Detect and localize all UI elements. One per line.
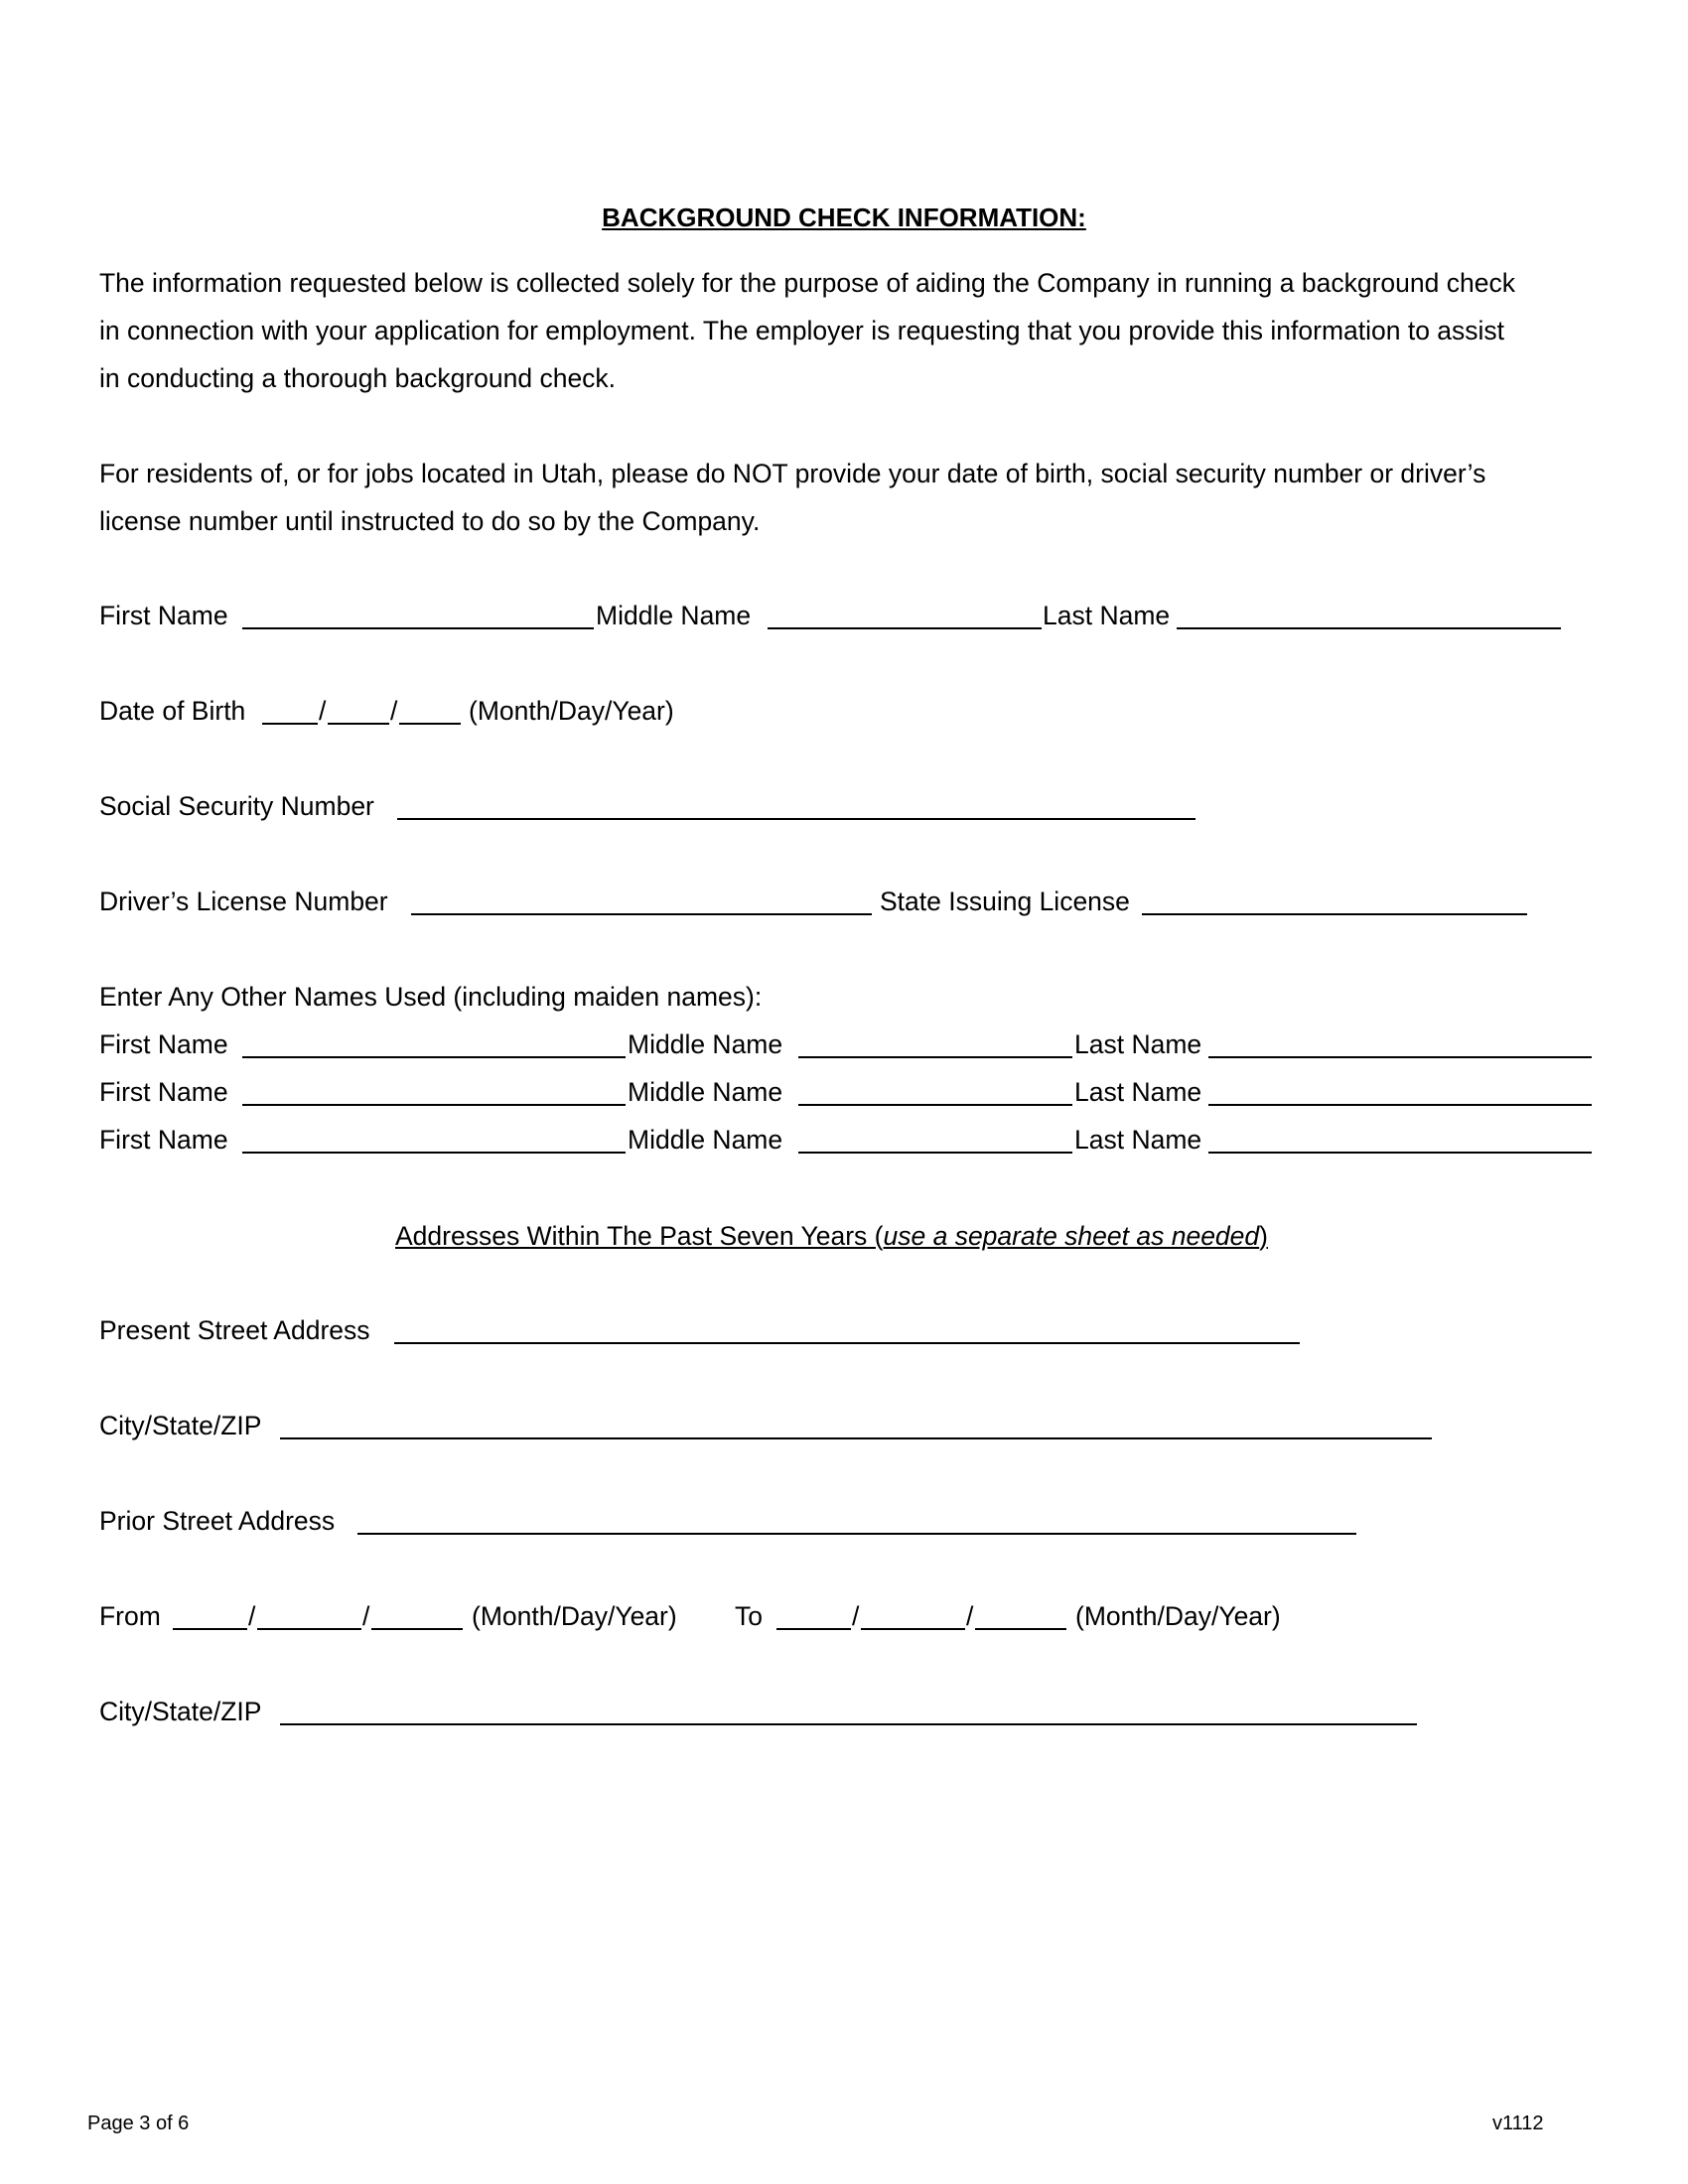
state-issuing-field[interactable] <box>1142 887 1527 915</box>
ssn-field[interactable] <box>397 792 1196 820</box>
other-first-name-field-2[interactable] <box>242 1078 626 1106</box>
other-first-name-label-2: First Name <box>99 1077 228 1107</box>
intro-line-1: The information requested below is collected solely for the purpose of aiding the Company in running a background check <box>99 268 1515 298</box>
other-first-name-field-3[interactable] <box>242 1126 626 1154</box>
dob-month-field[interactable] <box>262 697 318 725</box>
other-middle-name-label-1: Middle Name <box>628 1029 783 1059</box>
ssn-label: Social Security Number <box>99 791 374 821</box>
dob-format-hint: (Month/Day/Year) <box>469 696 674 726</box>
page-title: BACKGROUND CHECK INFORMATION: <box>602 203 1086 232</box>
other-last-name-label-3: Last Name <box>1074 1125 1202 1155</box>
to-format-hint: (Month/Day/Year) <box>1075 1601 1281 1631</box>
addresses-heading-main: Addresses Within The Past Seven Years ( <box>395 1221 884 1251</box>
dob-label: Date of Birth <box>99 696 246 726</box>
utah-notice-line-2: license number until instructed to do so by the Company. <box>99 506 761 536</box>
to-year-field[interactable] <box>975 1602 1066 1630</box>
present-street-label: Present Street Address <box>99 1315 370 1345</box>
utah-notice <box>99 450 1609 545</box>
other-first-name-label-1: First Name <box>99 1029 228 1059</box>
to-slash-2: / <box>966 1601 974 1631</box>
utah-notice-line-1: For residents of, or for jobs located in Utah, please do NOT provide your date of birth, social security number or driver’s <box>99 459 1486 488</box>
from-slash-1: / <box>248 1601 256 1631</box>
last-name-label: Last Name <box>1043 601 1171 630</box>
from-year-field[interactable] <box>371 1602 463 1630</box>
from-slash-2: / <box>362 1601 370 1631</box>
addresses-heading <box>0 1221 1663 1252</box>
other-last-name-label-2: Last Name <box>1074 1077 1202 1107</box>
other-middle-name-field-1[interactable] <box>798 1030 1072 1058</box>
drivers-license-label: Driver’s License Number <box>99 887 388 916</box>
to-day-field[interactable] <box>861 1602 965 1630</box>
other-first-name-field-1[interactable] <box>242 1030 626 1058</box>
other-middle-name-field-2[interactable] <box>798 1078 1072 1106</box>
other-last-name-field-3[interactable] <box>1208 1126 1592 1154</box>
dob-slash-1: / <box>319 696 327 726</box>
from-day-field[interactable] <box>257 1602 361 1630</box>
prior-city-label: City/State/ZIP <box>99 1697 262 1726</box>
dob-year-field[interactable] <box>399 697 461 725</box>
to-label: To <box>735 1601 763 1631</box>
version-label: v1112 <box>1492 2113 1544 2134</box>
intro-line-2: in connection with your application for employment. The employer is requesting that you provide this information to assist <box>99 316 1505 345</box>
other-last-name-field-1[interactable] <box>1208 1030 1592 1058</box>
prior-street-label: Prior Street Address <box>99 1506 336 1536</box>
from-month-field[interactable] <box>173 1602 247 1630</box>
addresses-heading-close: ) <box>1259 1221 1268 1251</box>
intro-line-3: in conducting a thorough background check. <box>99 363 617 393</box>
prior-city-field[interactable] <box>280 1698 1417 1725</box>
first-name-field[interactable] <box>242 602 594 629</box>
last-name-field[interactable] <box>1177 602 1561 629</box>
addresses-heading-note: use a separate sheet as needed <box>883 1221 1260 1251</box>
dob-slash-2: / <box>390 696 398 726</box>
middle-name-field[interactable] <box>768 602 1042 629</box>
other-middle-name-label-3: Middle Name <box>628 1125 783 1155</box>
state-issuing-label: State Issuing License <box>880 887 1130 916</box>
intro-paragraph <box>99 259 1609 402</box>
present-street-field[interactable] <box>394 1316 1300 1344</box>
other-last-name-field-2[interactable] <box>1208 1078 1592 1106</box>
middle-name-label: Middle Name <box>596 601 752 630</box>
to-slash-1: / <box>852 1601 860 1631</box>
to-month-field[interactable] <box>776 1602 851 1630</box>
other-middle-name-label-2: Middle Name <box>628 1077 783 1107</box>
other-names-heading: Enter Any Other Names Used (including maiden names): <box>99 982 763 1012</box>
other-last-name-label-1: Last Name <box>1074 1029 1202 1059</box>
from-label: From <box>99 1601 161 1631</box>
from-format-hint: (Month/Day/Year) <box>472 1601 677 1631</box>
other-middle-name-field-3[interactable] <box>798 1126 1072 1154</box>
first-name-label: First Name <box>99 601 228 630</box>
dob-day-field[interactable] <box>328 697 389 725</box>
page-number: Page 3 of 6 <box>87 2113 190 2134</box>
present-city-label: City/State/ZIP <box>99 1411 262 1440</box>
other-first-name-label-3: First Name <box>99 1125 228 1155</box>
present-city-field[interactable] <box>280 1412 1432 1439</box>
prior-street-field[interactable] <box>357 1507 1356 1535</box>
drivers-license-field[interactable] <box>411 887 872 915</box>
